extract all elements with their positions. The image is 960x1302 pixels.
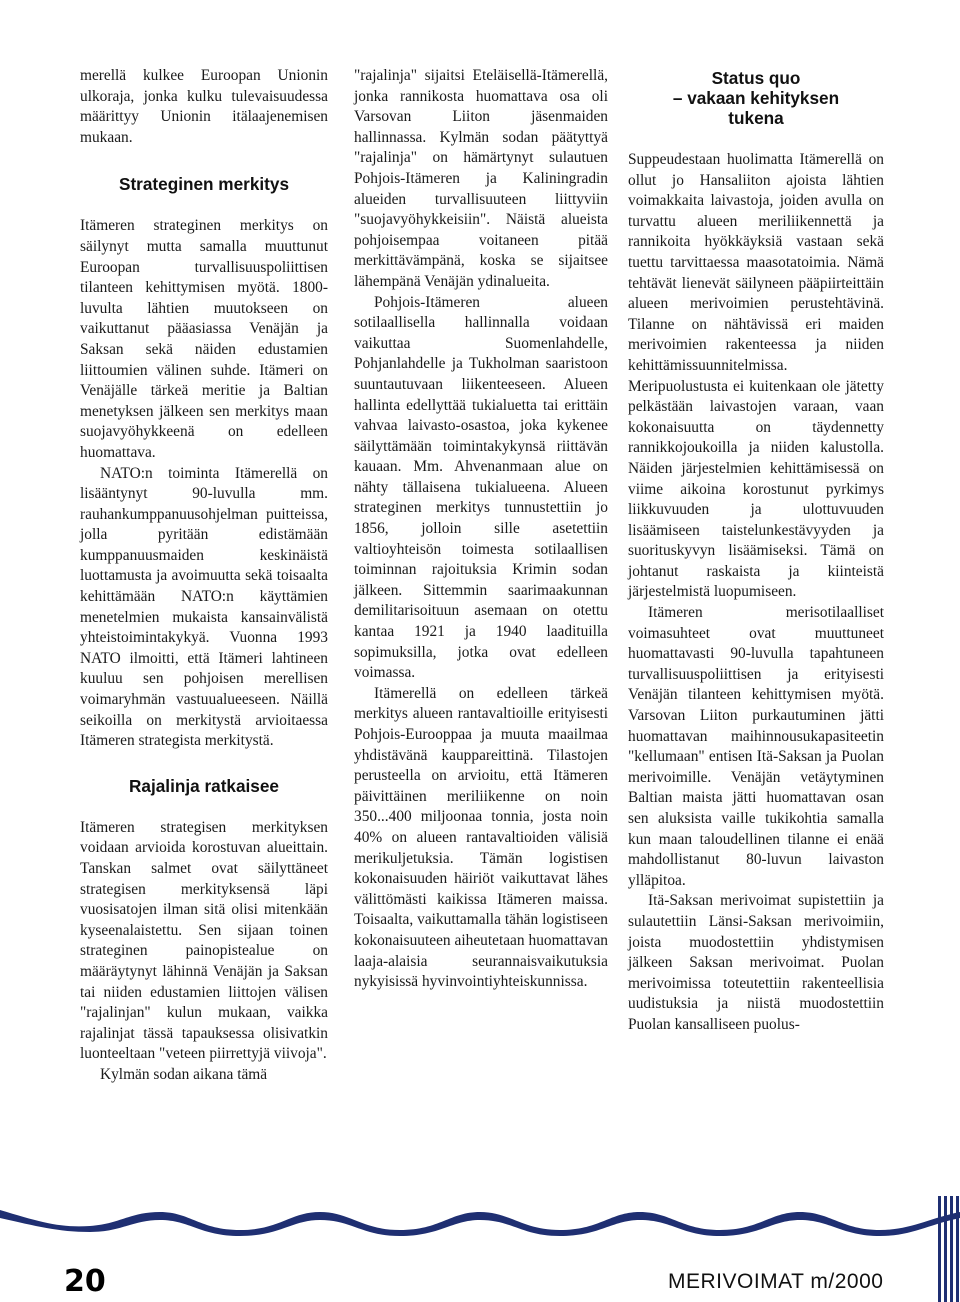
body-paragraph: Itämeren strategisen merkityksen voidaan arvioida korostuvan alueittain. Tanskan salmet ovat säilyttäneet strategisen merkityksensä läpi vuosisatojen ilman sitä olisi mitenkään kyseenalaistettu. Sen sijaan toinen strateginen painopistealue on määräytynyt lähinnä Venäjän ja Saksan tai niiden edustamien liittojen välisen "rajalinjan" kulun mukaan, vaikka rajalinjat tässä tapauksessa olisivatkin luonteeltaan "veteen piirrettyjä viivoja". xyxy=(80,818,328,1063)
subheading-strategic-importance: Strateginen merkitys xyxy=(118,174,290,195)
edge-stripe-decoration xyxy=(938,1196,960,1302)
body-paragraph: Itämeren merisotilaalliset voimasuhteet ovat muuttuneet huomattavasti 90-luvulla tapahtuneen turvallisuuspoliittisen ja erityisesti Venäjän tilanteen kehittymisen myötä. Varsovan Liiton purkautuminen jätti huomattavan maihinnousukapasiteetin "kellumaan" entisen Itä-Saksan ja Puolan merivoimille. Venäjän vetäytyminen Baltian maista jätti huomattavan osan sen aluksista vaille tukikohtia samalla kun maan taloudellinen tilanne ei enää mahdollistanut 80-luvun laivaston ylläpitoa. xyxy=(628,604,884,889)
wave-line xyxy=(0,1210,960,1236)
body-paragraph: Itä-Saksan merivoimat supistettiin ja sulautettiin Länsi-Saksan merivoimiin, joista muodostettiin yhdistymisen jälkeen Saksan merivoimat. Puolan merivoimissa toteutettiin rakenteellisia uudistuksia ja niistä muodostettiin Puolan kansalliseen puolus- xyxy=(628,892,884,1033)
body-paragraph: Itämerellä on edelleen tärkeä merkitys alueen rantavaltioille erityisesti Pohjois-Eurooppaa ja muuta maailmaa yhdistävänä kauppareittinä. Tilastojen perusteella on arvioitu, että Itämeren päivittäinen meriliikenne on noin 350...400 miljoonaa tonnia, josta noin 40% on alueen rantavaltioiden välisiä merikuljetuksia. Tämän logistisen kokonaisuuden häiriöt vaikuttavat lähes välittömästi kaikissa Itämeren maissa. Toisaalta, vaikuttamalla tähän logistiseen kokonaisuuteen aiheutetaan huomattavan laaja-alaisia seurannaisvaikutuksia nykyisissä hyvinvointiyhteiskunnissa. xyxy=(354,684,608,991)
body-paragraph: Itämeren strateginen merkitys on säilynyt mutta samalla muuttunut Euroopan turvallisuuspoliittisen tilanteen kehittymisen myötä. 1800-luvulta lähtien muutokseen on vaikuttanut pääasiassa Venäjän ja Saksan sekä näiden edustamien liittoumien välinen suhde. Itämeri on Venäjälle tärkeä meritie ja Baltian menetyksen jälkeen sen merkitys maan suojavyöhykkeenä on edelleen huomattava. xyxy=(80,217,328,461)
body-paragraph: Kylmän sodan aikana tämä xyxy=(100,1065,268,1083)
article-column-1 xyxy=(80,66,328,1086)
body-paragraph: Pohjois-Itämeren alueen sotilaallisella hallinnalla voidaan vaikuttaa Suomenlahdelle, Pohjanlahdelle ja Tukholman saaristoon suuntautuvaan liikenteeseen. Alueen hallinta edellyttää tukialuetta tai erittäin vahvaa laivasto-osastoa, joka kykenee säilyttämään toimintakykynsä riittävän kauaan. Mm. Ahvenanmaan alue on nähty tällaisena tukialueena. Alueen strateginen merkitys tunnustettiin jo 1856, jolloin sille asetettiin valtioyhteisön toimesta sotilaallisen toiminnan rajoituksia Krimin sodan jälkeen. Sittemmin saarimaakunnan demilitarisoituun asemaan on otettu kantaa 1921 ja 1940 laadituilla sopimuksilla, jotka ovat edelleen voimassa. xyxy=(354,293,608,682)
page-number: 20 xyxy=(64,1264,106,1299)
subheading-border-line: Rajalinja ratkaisee xyxy=(128,775,279,796)
article-column-2 xyxy=(354,66,608,993)
body-paragraph: "rajalinja" sijaitsi Eteläisellä-Itämerellä, jonka rannikosta huomattava osa oli Varsovan Liiton jäsenmaiden hallinnassa. Kylmän sodan päätyttyä "rajalinja" on hämärtynyt sulautuen Pohjois-Itämeren ja Kaliningradin alueiden turvallisuuteen liittyviin "suojavyöhykkeisiin". Näistä alueista pohjoisempaa voitaneen pitää merkittävämpänä, koska se sijaitsee lähempänä Venäjän ydinalueita. xyxy=(354,67,608,290)
article-column-3 xyxy=(628,66,884,1036)
body-paragraph: NATO:n toiminta Itämerellä on lisääntynyt 90-luvulla mm. rauhankumppanuusohjelman puitteissa, jolla pyritään edistämään kumppanuusmaiden keskinäistä luottamusta ja avoimuutta sekä toisaalta kehittämään NATO:n käyttämien menetelmien mukaista kansainvälistä yhteistoimintakykyä. Vuonna 1993 NATO ilmoitti, että Itämeri lahtineen kuuluu sen pohjoisen merellisen voimaryhmän vastuualueeseen. Näillä seikoilla on merkitystä arvioitaessa Itämeren strategista merkitystä. xyxy=(80,464,328,750)
magazine-footer: MERIVOIMAT m/2000 xyxy=(668,1270,884,1293)
wave-decoration xyxy=(0,1188,960,1244)
body-paragraph: Suppeudestaan huolimatta Itämerellä on ollut jo Hansaliiton ajoista lähtien voimakkaita laivastoja, joiden avulla on turvattu alueen meriliikennettä ja rannikoita hyökkäyksiä vastaan sekä tuettu tarvittaessa maasotatoimia. Nämä tehtävät lienevät säilyneen pääpiirteittäin alueen merivoimien perustehtävinä. Tilanne on nähtävissä eri maiden merivoimien rakenteessa ja niiden kehittämissuunnitelmissa. Meripuolustusta ei kuitenkaan ole jätetty pelkästään laivastojen varaan, vaan kokonaisuutta on täydennetty rannikkojoukoilla ja niiden kalustolla. Näiden järjestelmien kehittämisessä on viime aikoina korostunut pyrkimys liikkuvuuden ja ulottuvuuden lisäämiseen taistelunkestävyyden ja suorituskyvyn lisäämiseksi. Tämä on johtanut raskaista ja kiinteistä järjestelmistä luopumiseen. xyxy=(628,151,884,601)
subheading-status-quo: Status quo – vakaan kehityksen tukena xyxy=(672,68,840,128)
lead-paragraph: merellä kulkee Euroopan Unionin ulkoraja, jonka kulku tulevaisuudessa määrittyy Unionin itälaajenemisen mukaan. xyxy=(80,67,328,146)
